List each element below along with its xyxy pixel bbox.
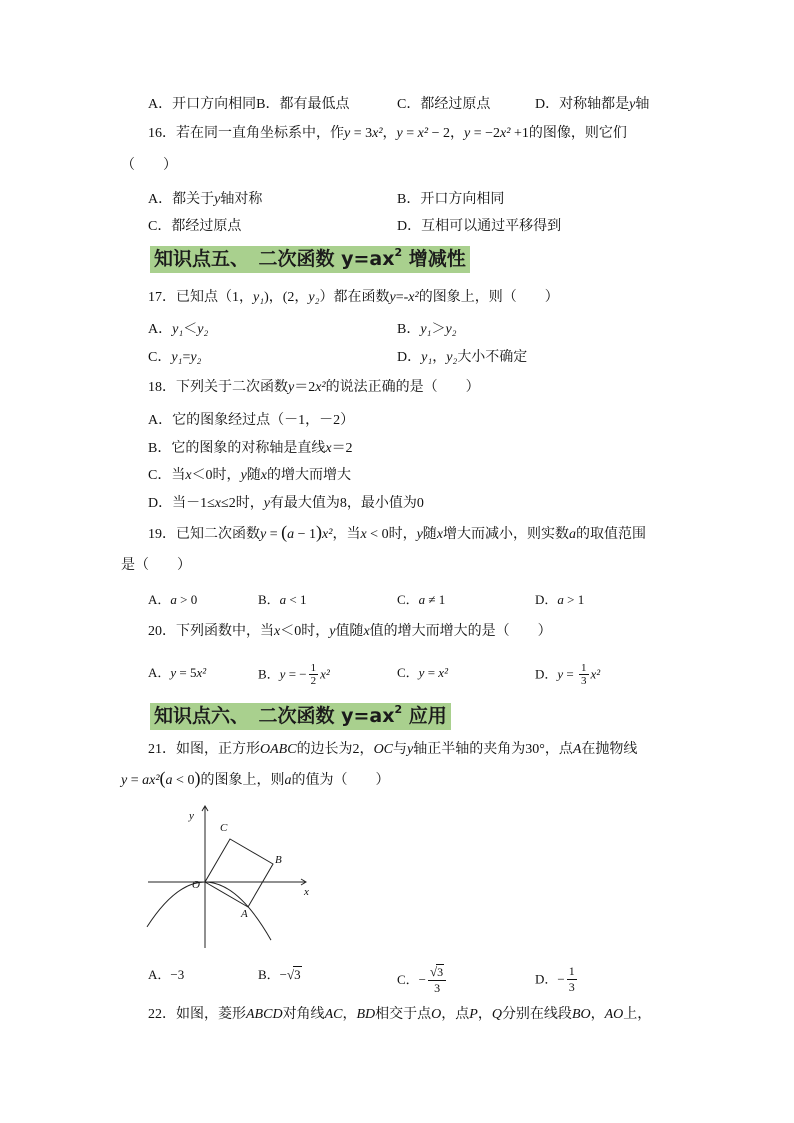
math-var: x xyxy=(325,441,332,456)
math-var: y xyxy=(629,97,636,112)
math-var: BO xyxy=(571,1007,591,1022)
math-var: y xyxy=(389,290,396,305)
question-21-option-b xyxy=(258,965,302,985)
question-17-option-a xyxy=(148,320,208,340)
text-segment: B． xyxy=(258,666,280,682)
text-segment: A．都关于 xyxy=(148,192,215,207)
paren-open: ( xyxy=(159,768,166,788)
text-segment: 大小不确定 xyxy=(457,350,528,365)
section-formula: y=ax xyxy=(341,705,395,727)
paren-open: ( xyxy=(281,522,288,542)
math-var: x xyxy=(185,468,192,483)
text-segment: < 0 xyxy=(172,773,195,788)
fraction-numerator: 1 xyxy=(581,662,587,674)
math-var: AO xyxy=(604,1007,624,1022)
math-var: y xyxy=(416,527,423,542)
math-var: y xyxy=(170,665,177,680)
text-segment: 在抛物线 xyxy=(581,742,638,757)
text-segment: B．− xyxy=(258,967,288,982)
math-var: y xyxy=(407,742,414,757)
math-var: x² xyxy=(322,527,333,542)
math-var: y xyxy=(288,380,295,395)
text-segment: D．对称轴都是 xyxy=(535,97,630,112)
figure-square-on-parabola xyxy=(140,800,315,955)
question-21-stem-continued xyxy=(121,768,390,791)
math-var: OC xyxy=(373,742,394,757)
text-segment: ＝2 xyxy=(331,441,353,456)
label-y-axis: y xyxy=(189,810,194,822)
text-segment: 分别在线段 xyxy=(501,1007,572,1022)
text-segment: 随 xyxy=(422,527,437,542)
fraction-numerator xyxy=(428,964,446,981)
text-segment: 上， xyxy=(623,1007,652,1022)
text-segment: ，当 xyxy=(332,527,361,542)
math-var: y xyxy=(329,624,336,639)
question-19-option-d xyxy=(535,590,584,610)
math-var: y xyxy=(240,468,247,483)
label-point-c: C xyxy=(220,822,228,834)
text-segment: 轴 xyxy=(635,97,650,112)
math-var: a xyxy=(284,773,292,788)
option-prev-c: C．都经过原点 xyxy=(397,97,491,112)
text-segment: = xyxy=(563,666,578,682)
text-segment: D．− xyxy=(535,971,565,987)
label-x-axis: x xyxy=(304,886,309,898)
math-var: y₁ xyxy=(421,350,433,365)
text-segment: B．它的图象的对称轴是直线 xyxy=(148,441,326,456)
option-prev-d xyxy=(535,95,649,115)
math-var: y xyxy=(557,666,564,682)
question-17-option-d xyxy=(397,348,527,368)
text-segment: 值随 xyxy=(335,624,364,639)
fraction xyxy=(579,662,589,687)
math-var: y₂ xyxy=(445,322,457,337)
question-16-option-a xyxy=(148,190,262,210)
math-var: x xyxy=(274,624,281,639)
question-19-option-c xyxy=(397,590,445,610)
text-segment: 22．如图，菱形 xyxy=(148,1007,246,1022)
text-segment: C．当 xyxy=(148,468,186,483)
math-var: x xyxy=(363,624,370,639)
math-var: a xyxy=(569,527,577,542)
section-title: 知识点五、 二次函数 xyxy=(154,248,342,270)
text-segment: = xyxy=(402,126,418,141)
text-segment: ≠ 1 xyxy=(425,592,446,607)
math-var: AC xyxy=(324,1007,343,1022)
math-var: Q xyxy=(491,1007,502,1022)
text-segment: < 0时， xyxy=(366,527,417,542)
text-segment: 20．下列函数中，当 xyxy=(148,624,274,639)
text-segment: C． xyxy=(148,350,172,365)
text-segment: = 3 xyxy=(350,126,373,141)
math-var: ax² xyxy=(142,773,160,788)
math-var: x xyxy=(214,496,222,511)
text-segment: = −2 xyxy=(470,126,501,141)
question-17-stem xyxy=(148,288,559,308)
question-17-option-c xyxy=(148,348,201,368)
fraction-denominator: 3 xyxy=(568,980,575,994)
fraction xyxy=(567,964,577,995)
math-var: y₁ xyxy=(171,350,183,365)
text-segment: 的说法正确的是（ ） xyxy=(325,380,480,395)
question-17-option-b xyxy=(397,320,457,340)
text-segment: B． xyxy=(258,592,280,607)
text-segment: D． xyxy=(535,666,558,682)
text-segment: 轴正半轴的夹角为30°，点 xyxy=(413,742,573,757)
section-topic: 应用 xyxy=(402,705,447,727)
math-var: a xyxy=(279,592,287,607)
question-16-answer-blank: （ ） xyxy=(121,158,177,173)
text-segment: 的增大而增大 xyxy=(267,468,351,483)
text-segment: A． xyxy=(148,592,171,607)
section-header-6 xyxy=(150,703,451,730)
text-segment: D． xyxy=(397,350,422,365)
text-segment: D． xyxy=(535,592,558,607)
math-var: x xyxy=(260,468,267,483)
text-segment: 随 xyxy=(246,468,261,483)
text-segment: 的值为（ ） xyxy=(291,773,390,788)
text-segment: 对角线 xyxy=(282,1007,325,1022)
text-segment: 轴对称 xyxy=(220,192,263,207)
text-segment: − 1 xyxy=(294,527,317,542)
math-var: a xyxy=(557,592,564,607)
text-segment: 值的增大而增大的是（ ） xyxy=(369,624,552,639)
text-segment: = xyxy=(182,350,191,365)
math-var: P xyxy=(469,1007,478,1022)
math-var: O xyxy=(431,1007,442,1022)
math-var: x xyxy=(360,527,367,542)
text-segment: ＜ xyxy=(183,322,198,337)
text-segment: 16．若在同一直角坐标系中，作 xyxy=(148,126,344,141)
text-segment: 有最大值为8，最小值为0 xyxy=(269,496,424,511)
text-segment: = xyxy=(424,665,439,680)
text-segment: A． xyxy=(148,665,171,680)
text-segment: = 5 xyxy=(176,665,197,680)
sqrt-radicand: 3 xyxy=(294,967,301,982)
math-var: x² xyxy=(315,380,326,395)
question-21-option-c xyxy=(397,964,448,995)
text-segment: 的图象上，则（ ） xyxy=(418,290,559,305)
math-var: y₁ xyxy=(420,322,432,337)
math-var: x² xyxy=(500,126,511,141)
text-segment: 与 xyxy=(393,742,408,757)
question-20-option-a xyxy=(148,663,206,683)
question-20-option-c xyxy=(397,663,448,683)
question-16-option-c: C．都经过原点 xyxy=(148,219,242,234)
text-segment: +1的图像，则它们 xyxy=(510,126,627,141)
math-var: x xyxy=(436,527,444,542)
text-segment: ＞ xyxy=(431,322,446,337)
fraction xyxy=(428,964,446,996)
math-var: x² xyxy=(417,126,429,141)
text-segment: ＜0时， xyxy=(191,468,241,483)
label-point-o: O xyxy=(192,879,200,891)
text-segment: D．当－1≤ xyxy=(148,496,215,511)
question-18-option-b xyxy=(148,439,353,459)
label-point-b: B xyxy=(275,854,282,866)
math-var: y xyxy=(263,496,270,511)
math-var: a xyxy=(170,592,177,607)
parabola-curve xyxy=(147,882,271,940)
text-segment: 的边长为2， xyxy=(296,742,374,757)
question-18-option-c xyxy=(148,466,351,486)
text-segment: C．− xyxy=(397,971,427,987)
question-20-option-b xyxy=(258,662,330,687)
math-var: y₂ xyxy=(308,290,320,305)
math-var: y xyxy=(344,126,351,141)
text-segment: ＜0时， xyxy=(280,624,330,639)
question-21-option-d xyxy=(535,964,579,994)
text-segment: C． xyxy=(397,665,419,680)
question-18-stem xyxy=(148,378,480,398)
math-var: y xyxy=(214,192,221,207)
sqrt-radicand: 3 xyxy=(437,965,444,979)
text-segment: ，点 xyxy=(441,1007,470,1022)
text-segment: 18．下列关于二次函数 xyxy=(148,380,288,395)
sqrt-sign: √ xyxy=(430,964,438,979)
section-header-5 xyxy=(150,246,470,273)
text-segment: ， xyxy=(342,1007,357,1022)
text-segment: ＝2 xyxy=(294,380,316,395)
math-var: OABC xyxy=(260,742,297,757)
text-segment: 相交于点 xyxy=(375,1007,432,1022)
question-21-option-a: A．−3 xyxy=(148,967,185,982)
fraction-denominator: 2 xyxy=(310,675,317,687)
paren-close: ) xyxy=(316,522,323,542)
math-var: x² xyxy=(590,666,601,682)
question-20-stem xyxy=(148,622,552,642)
fraction-denominator: 3 xyxy=(434,981,441,995)
math-var: BD xyxy=(356,1007,376,1022)
section-title: 知识点六、 二次函数 xyxy=(154,705,342,727)
math-var: y₂ xyxy=(197,322,209,337)
math-var: x² xyxy=(438,665,448,680)
question-16-option-b: B．开口方向相同 xyxy=(397,192,505,207)
fraction xyxy=(309,662,319,687)
text-segment: 19．已知二次函数 xyxy=(148,527,260,542)
math-var: y₂ xyxy=(446,350,458,365)
question-19-option-b xyxy=(258,590,307,610)
section-formula-exponent: 2 xyxy=(394,246,403,259)
text-segment: =- xyxy=(395,290,409,305)
math-var: y xyxy=(396,126,403,141)
math-var: a xyxy=(287,527,295,542)
text-segment: ， xyxy=(432,350,447,365)
question-22-stem xyxy=(148,1005,651,1025)
fraction-numerator: 1 xyxy=(568,964,575,978)
text-segment: − 2， xyxy=(428,126,464,141)
math-var: a xyxy=(165,773,173,788)
text-segment: 增大而减小，则实数 xyxy=(443,527,570,542)
math-var: x² xyxy=(196,665,207,680)
math-var: x² xyxy=(320,666,330,682)
text-segment: ， xyxy=(590,1007,605,1022)
math-var: x² xyxy=(408,290,419,305)
section-formula-exponent: 2 xyxy=(394,703,403,716)
label-point-a: A xyxy=(241,908,248,920)
section-formula: y=ax xyxy=(341,248,395,270)
math-var: ABCD xyxy=(246,1007,283,1022)
sqrt-sign: √ xyxy=(287,967,295,982)
math-var: y xyxy=(279,666,286,682)
math-var: A xyxy=(572,742,582,757)
text-segment: < 1 xyxy=(286,592,307,607)
question-16-stem xyxy=(148,124,627,144)
question-19-answer-blank: 是（ ） xyxy=(121,558,191,573)
text-segment: > 0 xyxy=(176,592,198,607)
text-segment: )，(2， xyxy=(264,290,309,305)
text-segment: ≤2时， xyxy=(221,496,264,511)
text-segment: B． xyxy=(397,322,421,337)
fraction-numerator: 1 xyxy=(310,662,317,674)
text-segment: = xyxy=(266,527,282,542)
text-segment: C． xyxy=(397,592,419,607)
math-var: y xyxy=(121,773,128,788)
text-segment: 的图象上，则 xyxy=(200,773,285,788)
question-16-option-d: D．互相可以通过平移得到 xyxy=(397,219,562,234)
text-segment: 的取值范围 xyxy=(576,527,647,542)
question-18-option-a: A．它的图象经过点（－1，－2） xyxy=(148,413,355,428)
question-20-option-d xyxy=(535,662,601,687)
text-segment: > 1 xyxy=(563,592,585,607)
math-var: x² xyxy=(372,126,383,141)
option-prev-ab: A．开口方向相同B．都有最低点 xyxy=(148,97,350,112)
question-18-option-d xyxy=(148,494,424,514)
text-segment: A． xyxy=(148,322,173,337)
text-segment: 17．已知点（1， xyxy=(148,290,253,305)
paren-close: ) xyxy=(194,768,201,788)
question-21-stem xyxy=(148,740,637,760)
math-var: y₁ xyxy=(253,290,265,305)
text-segment: 21．如图，正方形 xyxy=(148,742,260,757)
math-var: y₂ xyxy=(190,350,202,365)
question-19-option-a xyxy=(148,590,197,610)
text-segment: = − xyxy=(285,666,307,682)
text-segment: ， xyxy=(382,126,397,141)
math-var: a xyxy=(418,592,426,607)
math-var: y xyxy=(464,126,471,141)
math-var: y₁ xyxy=(172,322,184,337)
text-segment: ）都在函数 xyxy=(319,290,390,305)
fraction-denominator: 3 xyxy=(581,675,587,687)
math-var: y xyxy=(260,527,267,542)
question-19-stem xyxy=(148,522,647,545)
text-segment: ， xyxy=(477,1007,492,1022)
section-topic: 增减性 xyxy=(402,248,466,270)
text-segment: = xyxy=(127,773,143,788)
math-var: y xyxy=(418,665,425,680)
